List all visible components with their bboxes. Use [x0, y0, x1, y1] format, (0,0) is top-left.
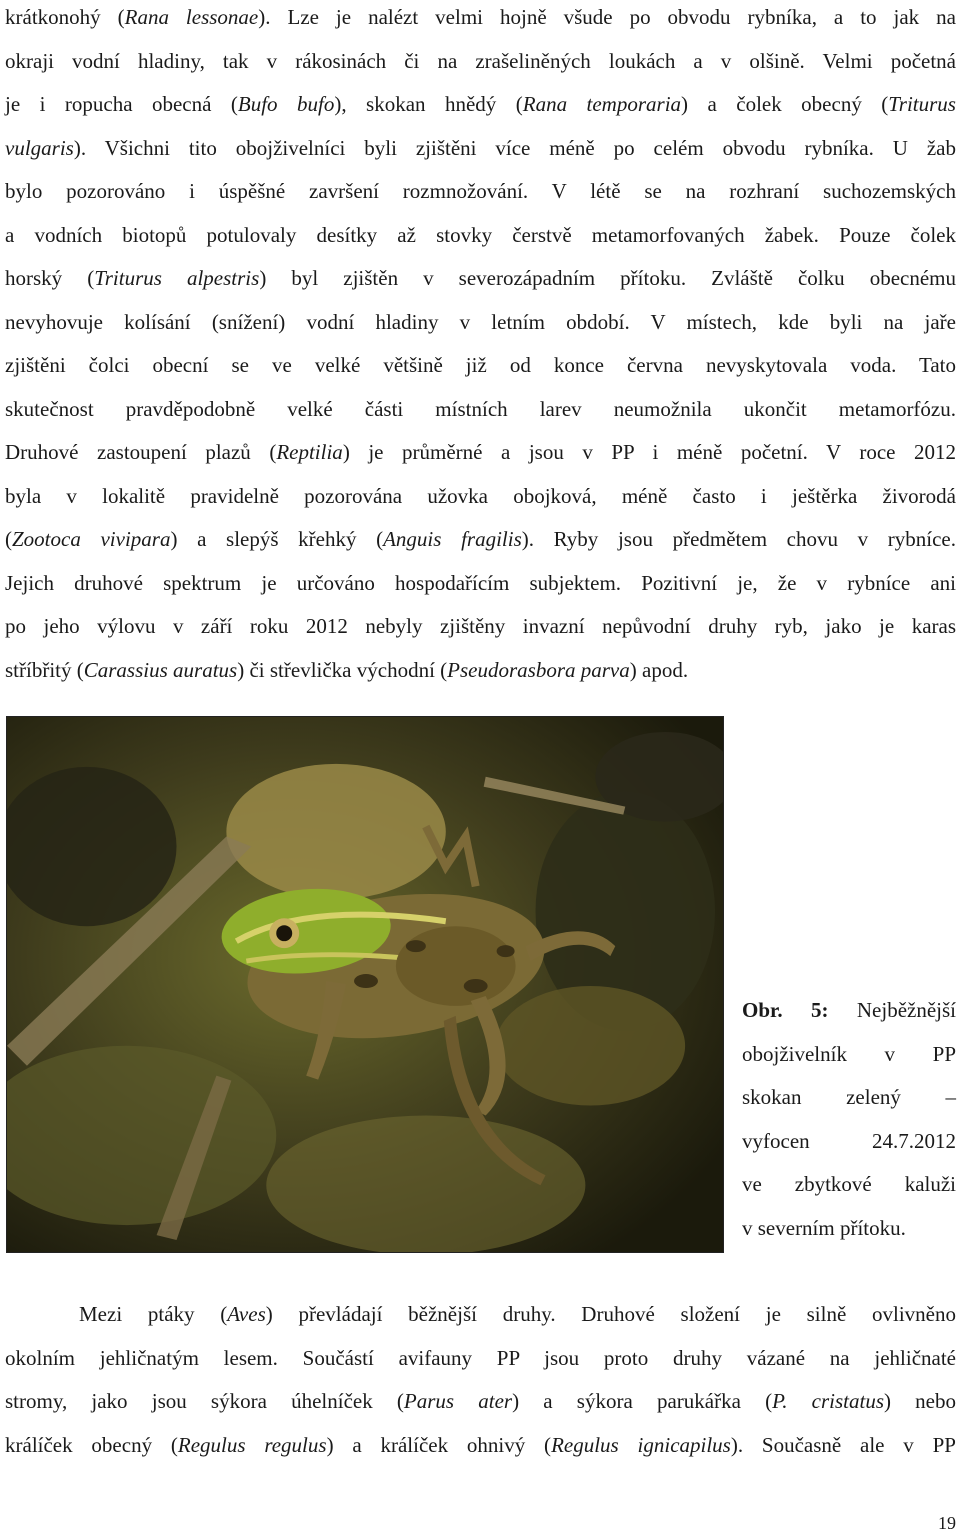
paragraph-amphibians-reptiles	[5, 0, 956, 692]
italic-text: vulgaris	[5, 135, 74, 160]
italic-text: Triturus	[888, 92, 956, 116]
text-run: bylo pozorováno i úspěšné završení rozmnožování. V létě se na rozhraní suchozemských	[5, 179, 956, 203]
text-run: zjištěni čolci obecní se ve velké většině již od konce června nevyskytovala voda. Tato	[5, 353, 956, 377]
text-run: vyfocen 24.7.2012	[742, 1128, 956, 1153]
text-run: ) a sýkora parukářka (	[512, 1389, 773, 1413]
text-run: ). Ryby jsou předmětem chovu v rybníce.	[521, 527, 956, 551]
text-line	[742, 1163, 956, 1207]
text-run: ) byl zjištěn v severozápadním přítoku. Zvláště čolku obecnému	[259, 266, 956, 290]
text-run: byla v lokalitě pravidelně pozorována užovka obojková, méně často i ještěrka živorodá	[5, 483, 956, 508]
text-run: ) a čolek obecný (	[681, 92, 889, 116]
paragraph-birds	[5, 1293, 956, 1467]
text-run: obojživelník v PP	[742, 1041, 956, 1066]
text-line	[5, 1424, 956, 1468]
text-run: okolním jehličnatým lesem. Součástí avifauny PP jsou proto druhy vázané na jehličnaté	[5, 1345, 956, 1370]
italic-text: Aves	[227, 1302, 266, 1326]
text-line	[5, 1337, 956, 1381]
text-line	[742, 1076, 956, 1120]
text-run: v severním přítoku.	[742, 1215, 906, 1240]
italic-text: Rana lessonae	[124, 5, 259, 29]
text-line	[5, 388, 956, 432]
bold-text: Obr. 5:	[742, 998, 829, 1022]
text-line	[5, 1380, 956, 1424]
text-line	[5, 649, 956, 693]
italic-text: Regulus regulus	[177, 1432, 327, 1457]
italic-text: Rana temporaria	[522, 92, 682, 116]
text-run: (	[5, 527, 12, 551]
text-run: ), skokan hnědý (	[334, 92, 523, 116]
text-line	[5, 214, 956, 258]
text-line	[5, 431, 956, 475]
text-line	[5, 475, 956, 519]
text-run: ). Současně ale v PP	[730, 1432, 956, 1457]
text-line	[5, 1293, 956, 1337]
frog-photo-illustration	[7, 717, 723, 1252]
text-run: ) apod.	[629, 657, 689, 682]
text-line	[5, 127, 956, 171]
text-line	[742, 1120, 956, 1164]
text-run: Jejich druhové spektrum je určováno hospodařícím subjektem. Pozitivní je, že v rybníce ani	[5, 570, 956, 595]
text-line	[5, 301, 956, 345]
text-run: ) nebo	[884, 1389, 956, 1413]
text-run: ) je průměrné a jsou v PP i méně početní. V roce 2012	[342, 440, 956, 464]
text-line	[5, 605, 956, 649]
italic-text: Triturus alpestris	[94, 266, 260, 290]
italic-text: Parus ater	[403, 1389, 513, 1413]
text-line	[5, 518, 956, 562]
text-run: nevyhovuje kolísání (snížení) vodní hladiny v letním období. V místech, kde byli na jaře	[5, 309, 956, 334]
text-line	[5, 0, 956, 40]
text-run: Mezi ptáky (	[79, 1302, 228, 1326]
text-run: a vodních biotopů potulovaly desítky až stovky čerstvě metamorfovaných žabek. Pouze čolek	[5, 222, 956, 247]
text-run: ve zbytkové kaluži	[742, 1172, 956, 1196]
italic-text: Zootoca vivipara	[12, 527, 171, 551]
text-run: horský (	[5, 266, 95, 290]
text-run: ) převládají běžnější druhy. Druhové složení je silně ovlivněno	[265, 1302, 957, 1326]
page-number: 19	[938, 1513, 956, 1533]
italic-text: Bufo bufo	[237, 92, 335, 116]
text-run: stříbřitý (	[5, 657, 84, 682]
text-run: okraji vodní hladiny, tak v rákosinách či na zrašeliněných loukách a v olšině. Velmi početná	[5, 48, 956, 73]
text-run: je i ropucha obecná (	[5, 92, 238, 116]
text-run: ). Lze je nalézt velmi hojně všude po obvodu rybníka, a to jak na	[258, 5, 956, 29]
text-run: krátkonohý (	[5, 5, 125, 29]
italic-text: Regulus ignicapilus	[551, 1432, 731, 1457]
text-run: stromy, jako jsou sýkora úhelníček (	[5, 1389, 404, 1413]
italic-text: Pseudorasbora parva	[447, 657, 630, 682]
italic-text: Reptilia	[276, 440, 343, 464]
frog-photo	[6, 716, 724, 1253]
text-line	[5, 40, 956, 84]
text-line	[742, 1207, 956, 1251]
text-run: po jeho výlovu v září roku 2012 nebyly zjištěny invazní nepůvodní druhy ryb, jako je karas	[5, 614, 956, 638]
italic-text: Carassius auratus	[83, 657, 238, 682]
text-line	[5, 562, 956, 606]
text-line	[5, 257, 956, 301]
text-line	[5, 344, 956, 388]
italic-text: Anguis fragilis	[383, 527, 522, 551]
text-run: ) či střevlička východní (	[237, 657, 448, 682]
text-run: ). Všichni tito obojživelníci byli zjištěni více méně po celém obvodu rybníka. U žab	[73, 135, 956, 160]
italic-text: P. cristatus	[772, 1389, 884, 1413]
text-line	[5, 83, 956, 127]
text-run: Druhové zastoupení plazů (	[5, 440, 277, 464]
text-run: skutečnost pravděpodobně velké části místních larev neumožnila ukončit metamorfózu.	[5, 396, 956, 421]
text-line	[742, 989, 956, 1033]
text-line	[5, 170, 956, 214]
text-run: králíček obecný (	[5, 1432, 178, 1457]
text-run: Nejběžnější	[828, 998, 956, 1022]
text-run: ) a králíček ohnivý (	[326, 1432, 552, 1457]
text-run: skokan zelený –	[742, 1085, 956, 1109]
text-run: ) a slepýš křehký (	[170, 527, 384, 551]
text-line	[742, 1033, 956, 1077]
figure-caption	[742, 989, 956, 1250]
